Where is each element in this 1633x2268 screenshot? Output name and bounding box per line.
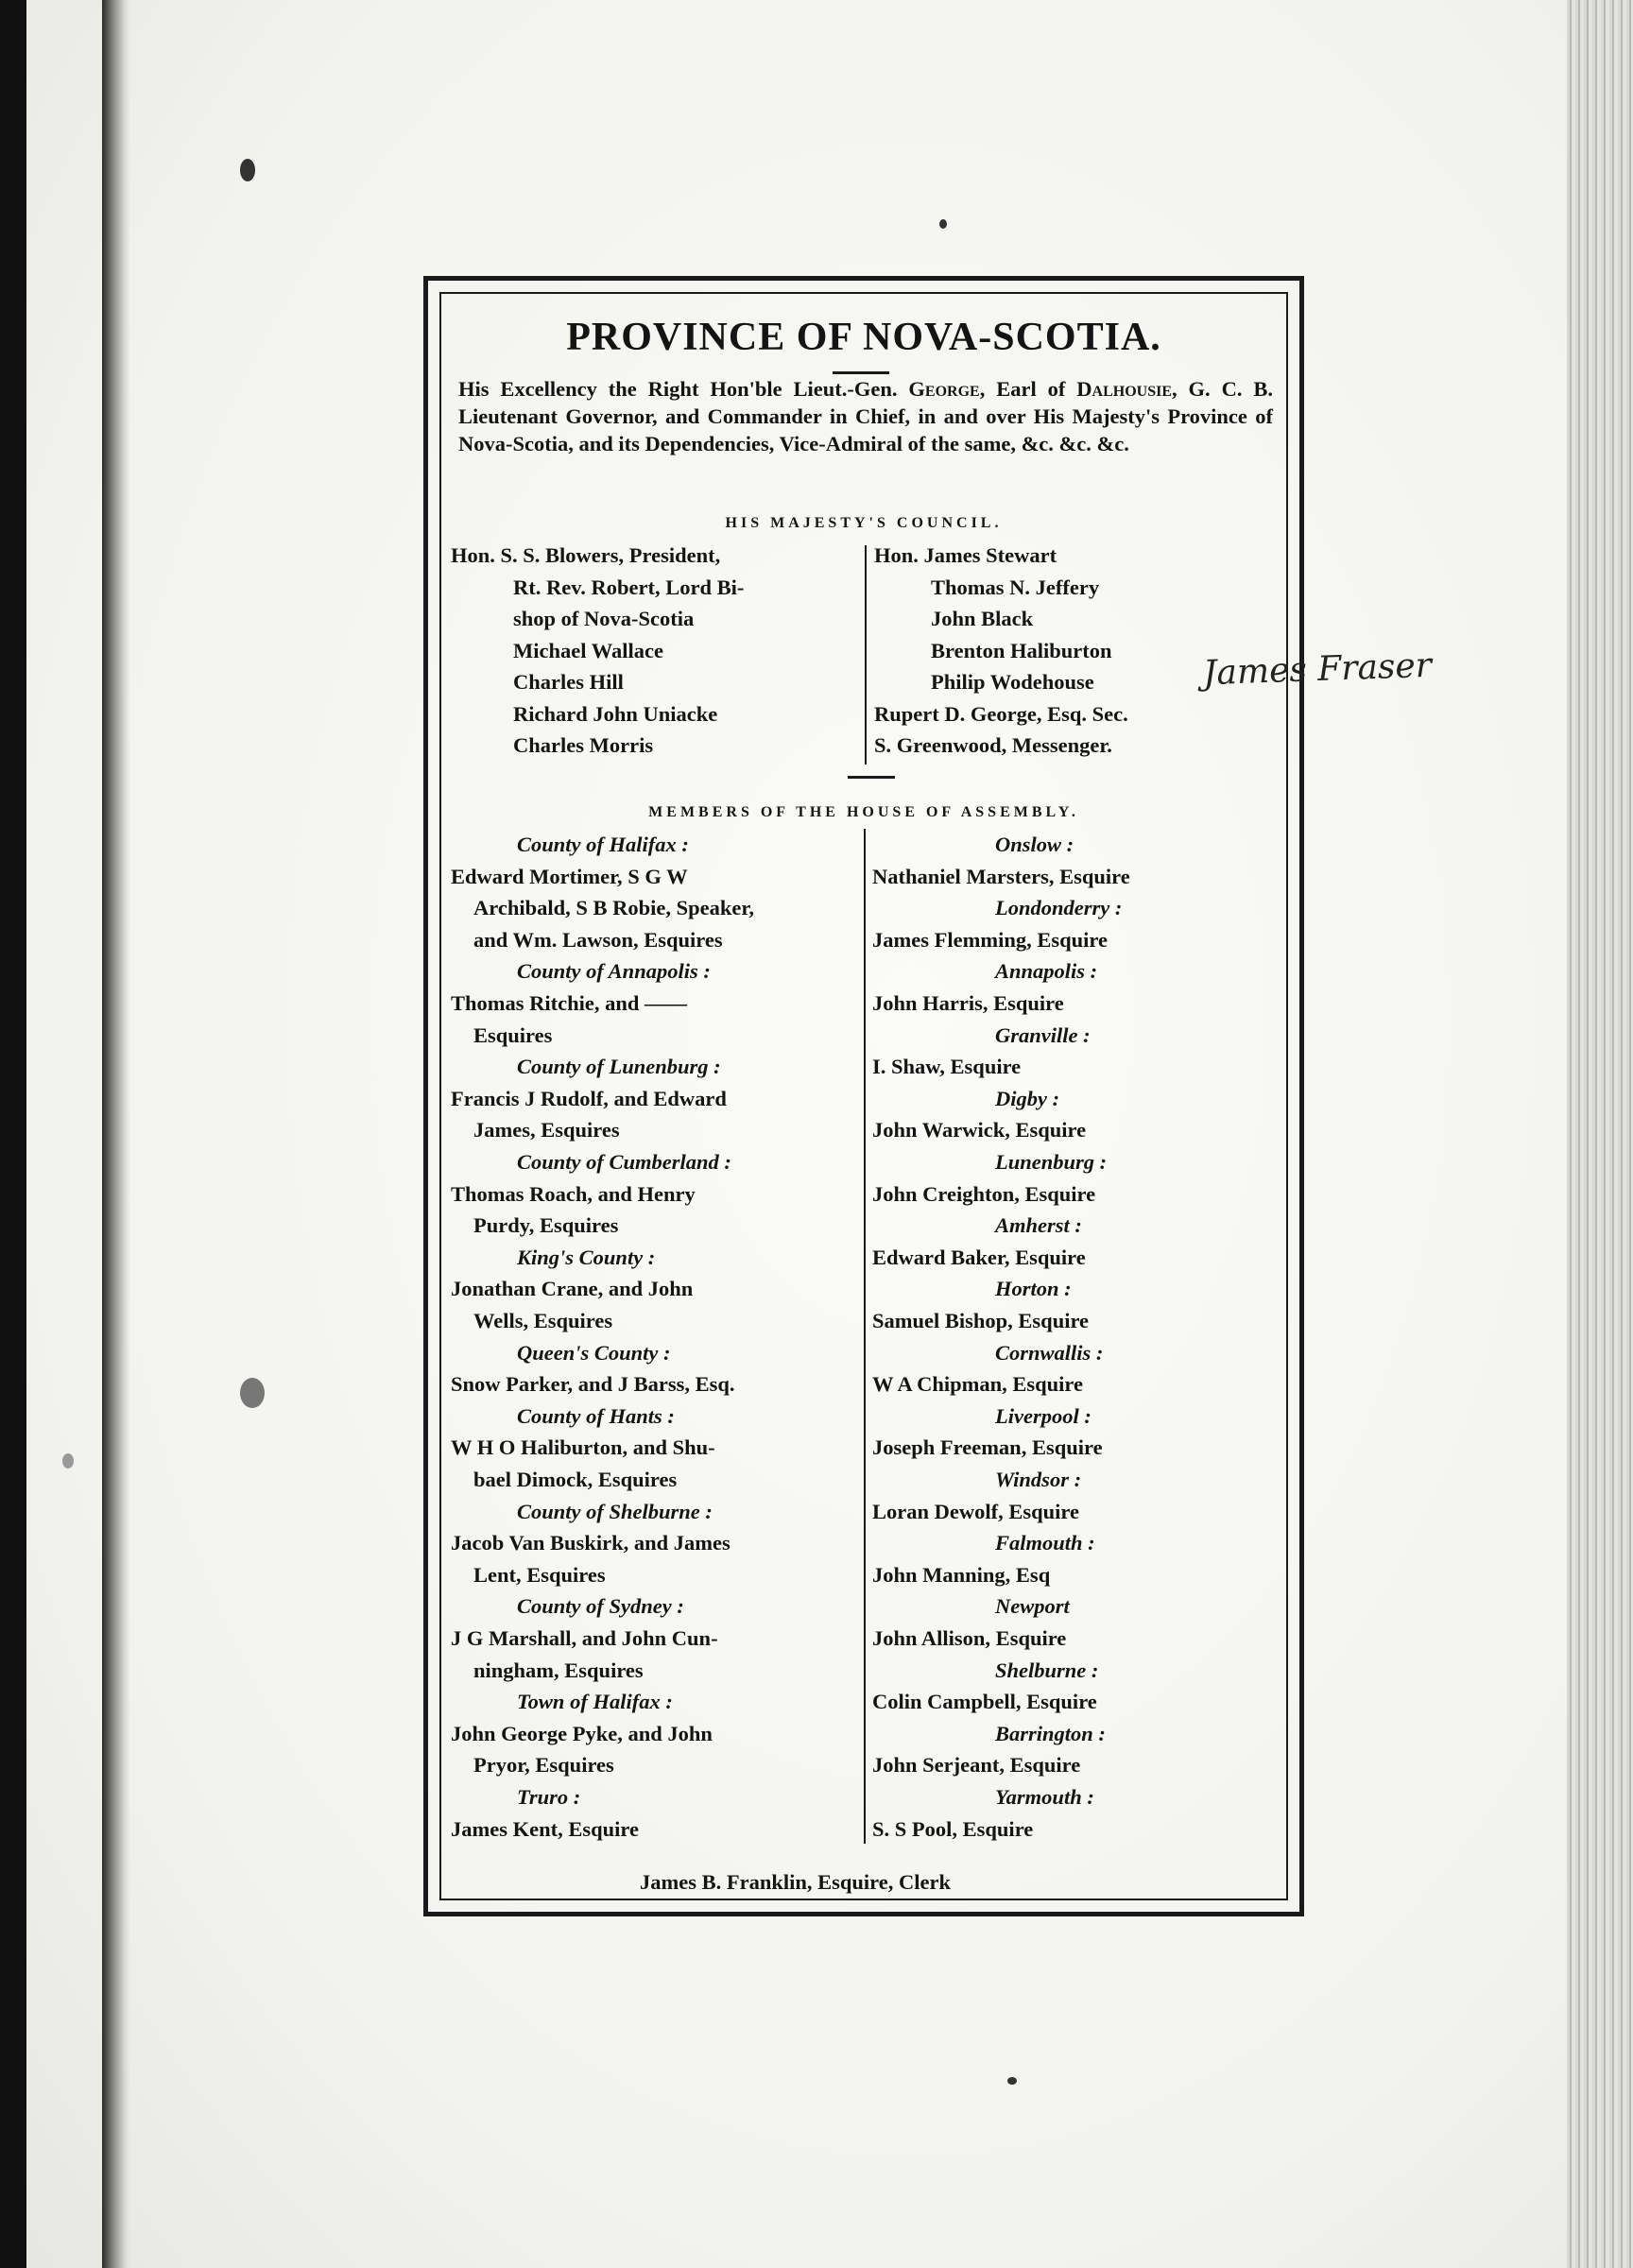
council-rule bbox=[848, 776, 895, 779]
governor-paragraph bbox=[458, 375, 1273, 457]
book-page bbox=[26, 0, 1633, 2268]
council-member: Hon. James Stewart bbox=[874, 543, 1057, 567]
member-entry: W H O Haliburton, and Shu- bbox=[451, 1435, 715, 1460]
district-heading: Cornwallis : bbox=[995, 1340, 1104, 1365]
member-entry: and Wm. Lawson, Esquires bbox=[473, 927, 723, 952]
member-entry: James Flemming, Esquire bbox=[872, 927, 1108, 952]
assembly-divider bbox=[864, 829, 866, 1844]
member-entry: Lent, Esquires bbox=[473, 1562, 606, 1587]
district-heading: County of Hants : bbox=[517, 1403, 675, 1428]
member-entry: John Warwick, Esquire bbox=[872, 1118, 1087, 1143]
district-heading: Barrington : bbox=[995, 1721, 1106, 1745]
district-heading: County of Halifax : bbox=[517, 833, 689, 856]
district-heading: County of Shelburne : bbox=[517, 1499, 713, 1523]
member-entry: Esquires bbox=[473, 1022, 553, 1047]
district-heading: Onslow : bbox=[995, 833, 1074, 856]
district-heading: Falmouth : bbox=[995, 1531, 1095, 1555]
member-entry: John Harris, Esquire bbox=[872, 991, 1064, 1015]
council-member: Charles Hill bbox=[513, 670, 624, 694]
district-heading: Horton : bbox=[995, 1277, 1072, 1301]
member-entry: Nathaniel Marsters, Esquire bbox=[872, 864, 1130, 888]
page-edges bbox=[1567, 0, 1633, 2268]
member-entry: John Creighton, Esquire bbox=[872, 1181, 1096, 1206]
district-heading: County of Sydney : bbox=[517, 1594, 684, 1619]
district-heading: Yarmouth : bbox=[995, 1785, 1094, 1809]
member-entry: Francis J Rudolf, and Edward bbox=[451, 1086, 727, 1110]
member-entry: Edward Baker, Esquire bbox=[872, 1245, 1086, 1269]
district-heading: County of Cumberland : bbox=[517, 1150, 731, 1174]
assembly-heading: MEMBERS OF THE HOUSE OF ASSEMBLY. bbox=[648, 804, 1079, 820]
council-member: Michael Wallace bbox=[513, 638, 663, 662]
district-heading: Digby : bbox=[995, 1086, 1060, 1110]
district-heading: Windsor : bbox=[995, 1468, 1082, 1491]
member-entry: W A Chipman, Esquire bbox=[872, 1372, 1084, 1397]
district-heading: Lunenburg : bbox=[995, 1150, 1108, 1174]
ink-blot bbox=[1007, 2077, 1017, 2085]
council-member: Philip Wodehouse bbox=[931, 670, 1094, 694]
intro-text: , G. C. B. Lieutenant Governor, and Commander in Chief, in and over His Majesty's Province of Nova-Scotia, and its Dependencies, Vice-Admiral of the same, &c. &c. &c. bbox=[458, 377, 1273, 455]
member-entry: John Serjeant, Esquire bbox=[872, 1753, 1081, 1778]
member-entry: Colin Campbell, Esquire bbox=[872, 1690, 1097, 1714]
member-entry: ningham, Esquires bbox=[473, 1658, 644, 1682]
member-entry: J G Marshall, and John Cun- bbox=[451, 1626, 718, 1650]
council-heading: HIS MAJESTY'S COUNCIL. bbox=[725, 515, 1003, 531]
member-entry: Archibald, S B Robie, Speaker, bbox=[473, 896, 754, 920]
council-member: Charles Morris bbox=[513, 733, 654, 757]
council-member: John Black bbox=[931, 607, 1034, 630]
district-heading: Queen's County : bbox=[517, 1340, 671, 1365]
member-entry: Samuel Bishop, Esquire bbox=[872, 1309, 1090, 1332]
intro-name-george: George bbox=[908, 377, 980, 401]
district-heading: Truro : bbox=[517, 1785, 581, 1809]
council-member: S. Greenwood, Messenger. bbox=[874, 733, 1112, 757]
intro-text: His Excellency the Right Hon'ble Lieut.-Gen. bbox=[458, 377, 909, 401]
member-entry: John George Pyke, and John bbox=[451, 1721, 713, 1745]
document-title: PROVINCE OF NOVA-SCOTIA. bbox=[566, 316, 1161, 359]
title-rule bbox=[833, 371, 889, 374]
intro-text: , Earl of bbox=[979, 377, 1077, 401]
member-entry: James Kent, Esquire bbox=[451, 1816, 639, 1841]
member-entry: Wells, Esquires bbox=[473, 1309, 613, 1332]
council-member: shop of Nova-Scotia bbox=[513, 607, 695, 630]
member-entry: Edward Mortimer, S G W bbox=[451, 864, 688, 888]
ink-blot bbox=[240, 159, 255, 181]
council-member: Thomas N. Jeffery bbox=[931, 575, 1100, 599]
district-heading: Shelburne : bbox=[995, 1658, 1099, 1682]
ink-blot bbox=[240, 1378, 265, 1408]
clerk-line: James B. Franklin, Esquire, Clerk bbox=[640, 1870, 951, 1894]
member-entry: Thomas Ritchie, and —— bbox=[451, 991, 688, 1015]
member-entry: I. Shaw, Esquire bbox=[872, 1055, 1022, 1079]
member-entry: Thomas Roach, and Henry bbox=[451, 1181, 696, 1206]
member-entry: Jonathan Crane, and John bbox=[451, 1277, 694, 1301]
ink-blot bbox=[939, 219, 947, 229]
member-entry: Pryor, Esquires bbox=[473, 1753, 614, 1778]
intro-name-dalhousie: Dalhousie bbox=[1076, 377, 1173, 401]
member-entry: Purdy, Esquires bbox=[473, 1213, 619, 1238]
council-member: Hon. S. S. Blowers, President, bbox=[451, 543, 721, 567]
ink-blot bbox=[62, 1453, 74, 1469]
council-member: Rupert D. George, Esq. Sec. bbox=[874, 701, 1128, 726]
member-entry: bael Dimock, Esquires bbox=[473, 1468, 678, 1491]
district-heading: Town of Halifax : bbox=[517, 1690, 673, 1714]
handwritten-annotation: James Fraser bbox=[1202, 645, 1433, 694]
district-heading: Amherst : bbox=[995, 1213, 1082, 1238]
council-divider bbox=[865, 545, 867, 765]
district-heading: Liverpool : bbox=[995, 1403, 1092, 1428]
member-entry: Joseph Freeman, Esquire bbox=[872, 1435, 1103, 1460]
district-heading: Annapolis : bbox=[995, 959, 1098, 984]
member-entry: John Manning, Esq bbox=[872, 1562, 1051, 1587]
notice-frame bbox=[423, 276, 1304, 1916]
member-entry: James, Esquires bbox=[473, 1118, 620, 1143]
member-entry: Loran Dewolf, Esquire bbox=[872, 1499, 1079, 1523]
member-entry: John Allison, Esquire bbox=[872, 1626, 1067, 1650]
member-entry: Jacob Van Buskirk, and James bbox=[451, 1531, 731, 1555]
district-heading: Newport bbox=[995, 1594, 1070, 1619]
district-heading: King's County : bbox=[517, 1245, 656, 1269]
district-heading: County of Annapolis : bbox=[517, 959, 711, 984]
council-member: Rt. Rev. Robert, Lord Bi- bbox=[513, 575, 745, 599]
council-member: Richard John Uniacke bbox=[513, 701, 718, 726]
member-entry: S. S Pool, Esquire bbox=[872, 1816, 1034, 1841]
book-gutter bbox=[102, 0, 130, 2268]
council-member: Brenton Haliburton bbox=[931, 638, 1112, 662]
member-entry: Snow Parker, and J Barss, Esq. bbox=[451, 1372, 735, 1397]
district-heading: Londonderry : bbox=[995, 896, 1123, 920]
district-heading: Granville : bbox=[995, 1022, 1091, 1047]
district-heading: County of Lunenburg : bbox=[517, 1055, 721, 1079]
notice-frame-inner bbox=[439, 292, 1288, 1900]
